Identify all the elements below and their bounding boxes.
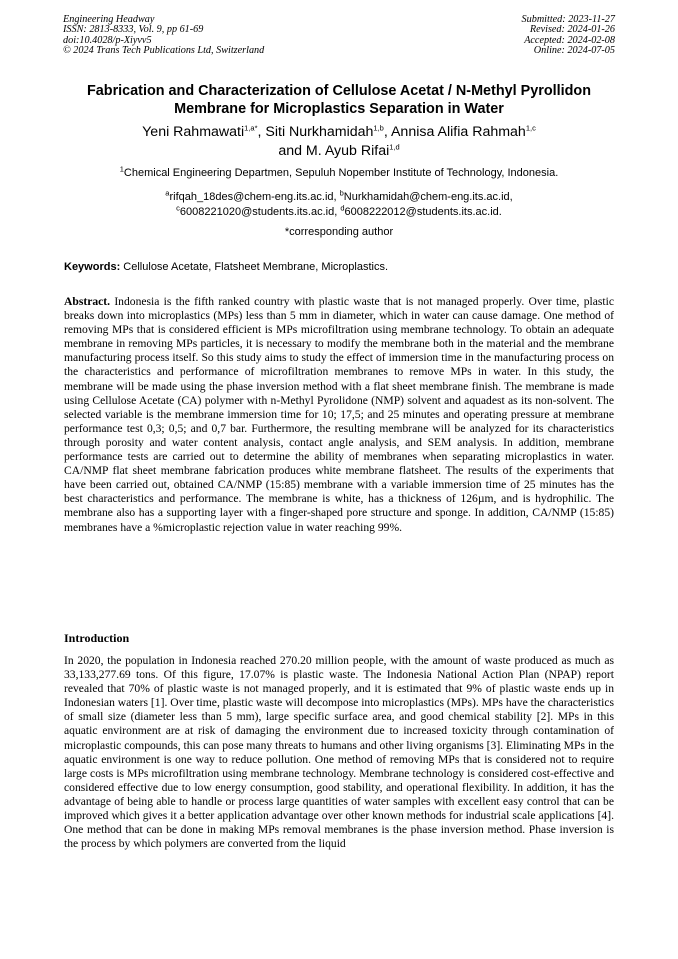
accepted-date: Accepted: 2024-02-08 <box>524 34 615 46</box>
corresponding-author-note: *corresponding author <box>284 226 394 238</box>
email-c[interactable]: 6008221020@students.its.ac.id, <box>179 206 341 218</box>
abstract-label: Abstract. <box>64 295 111 308</box>
email-mark: b <box>339 188 344 198</box>
keywords <box>64 260 616 274</box>
email-a[interactable]: rifqah_18des@chem-eng.its.ac.id, <box>169 191 340 203</box>
journal-issn: ISSN: 2813-8333, Vol. 9, pp 61-69 <box>63 24 204 36</box>
online-date: Online: 2024-07-05 <box>533 45 615 57</box>
affiliation-mark: 1 <box>119 164 124 174</box>
introduction-text: In 2020, the population in Indonesia reached 270.20 million people, with the amount of waste produced as much as 33,133,277.69 tons. Of this figure, 17.07% is plastic waste. The Indonesia National Action Plan (NPAP) report revealed that 70% of plastic waste is not managed properly, and it is estimated that 9% of plastic waste ends up in Indonesian waters [1]. Over time, plastic waste will decompose into microplastics (MPs). MPs have the characteristics of small size (diameter less than 5 mm), large specific surface area, and good chemical stability [2]. MPs in this aquatic environment are at risk of damaging the environment due to increased toxicity through contamination of microplastic compounds, this can pose many threats to humans and other living organisms [3]. Eliminating MPs in the aquatic environment is one way to reduce pollution. One method of removing MPs that is considered not to require large costs is MPs microfiltration using membrane technology. Membrane technology is considered cost-effective and considered effective due to low energy consumption, good stability, and operational flexibility. In addition, it has the advantage of being able to handle or process large quantities of water samples with excellent easy control that can be improved which gives it a better application advantage over other known methods for industrial scale applications [4]. One method that can be done in making MPs removal membranes is the phase inversion method. Phase inversion is the process by which polymers are converted from the liquid <box>64 654 614 851</box>
author-name: and M. Ayub Rifai <box>278 143 390 159</box>
copyright-notice: © 2024 Trans Tech Publications Ltd, Switzerland <box>63 45 265 57</box>
journal-doi: doi:10.4028/p-Xiyvv5 <box>63 34 152 46</box>
author-separator: , <box>257 124 266 140</box>
revised-date: Revised: 2024-01-26 <box>529 24 615 36</box>
email-mark: a <box>165 188 170 198</box>
affiliation-text: Chemical Engineering Departmen, Sepuluh Nopember Institute of Technology, Indonesia. <box>123 167 559 179</box>
email-mark: c <box>176 203 180 213</box>
author-affiliation-mark: 1,c <box>525 123 536 133</box>
affiliation <box>60 166 618 180</box>
author-affiliation-mark: 1,d <box>389 142 400 152</box>
author-emails <box>60 190 618 220</box>
email-d[interactable]: 6008222012@students.its.ac.id. <box>344 206 502 218</box>
abstract <box>64 295 614 535</box>
author-name: Annisa Alifia Rahmah <box>390 124 526 140</box>
author-name: Yeni Rahmawati <box>142 124 245 140</box>
email-mark: d <box>340 203 345 213</box>
abstract-text: Indonesia is the fifth ranked country with plastic waste that is not managed properly. Over time, plastic breaks down into microplastics (MPs) less than 5 mm in diameter, which in water can cause damage. One method of removing MPs that is considered efficient is MPs microfiltration using membrane technology. To obtain an adequate membrane in removing MPs particles, it is necessary to modify the membrane both in the material and the membrane manufacturing process itself. So this study aims to study the effect of immersion time in the manufacturing process on the characteristics and performance of microfiltration membranes to remove MPs in water. In this study, the membrane will be made using the phase inversion method with a flat sheet membrane finish. The membrane is made using Cellulose Acetate (CA) polymer with n-Methyl Pyrolidone (NMP) solvent and aquadest as its non-solvent. The selected variable is the membrane immersion time for 10; 17,5; and 25 minutes and operating pressure at membrane performance test 0,3; 0,5; and 0,7 bar. Furthermore, the resulting membrane will be analyzed for its characteristics through porosity and water content analysis, contact angle analysis, and SEM analysis. In addition, membrane performance tests are carried out to determine the ability of membranes when separating microplastics in water. CA/NMP flat sheet membrane fabrication produces white membrane flatsheet. The results of the experiments that have been carried out, obtained CA/NMP (15:85) membrane with a variable immersion time of 25 minutes has the best characteristics and performance. The membrane is white, has a thickness of 126µm, and is hydrophilic. The membrane also has a supporting layer with a finger-shaped pore structure and sponge. In addition, CA/NMP (15:85) membranes have a %microplastic rejection value in water reaching 99%. <box>64 295 614 534</box>
publication-dates <box>522 15 615 57</box>
introduction-heading: Introduction <box>64 631 130 645</box>
paper-title: Fabrication and Characterization of Cellulose Acetat / N-Methyl Pyrollidon Membrane for Microplastics Separation in Water <box>86 83 592 117</box>
keywords-text: Cellulose Acetate, Flatsheet Membrane, Microplastics. <box>120 261 389 273</box>
author-affiliation-mark: 1,b <box>373 123 384 133</box>
journal-info <box>63 15 264 57</box>
journal-name: Engineering Headway <box>63 14 155 25</box>
author-list <box>60 123 618 161</box>
submitted-date: Submitted: 2023-11-27 <box>521 14 615 25</box>
email-b[interactable]: Nurkhamidah@chem-eng.its.ac.id, <box>343 191 513 203</box>
author-affiliation-mark: 1,a* <box>244 123 258 133</box>
author-separator: , <box>383 124 391 140</box>
author-name: Siti Nurkhamidah <box>265 124 374 140</box>
keywords-label: Keywords: <box>64 261 121 273</box>
